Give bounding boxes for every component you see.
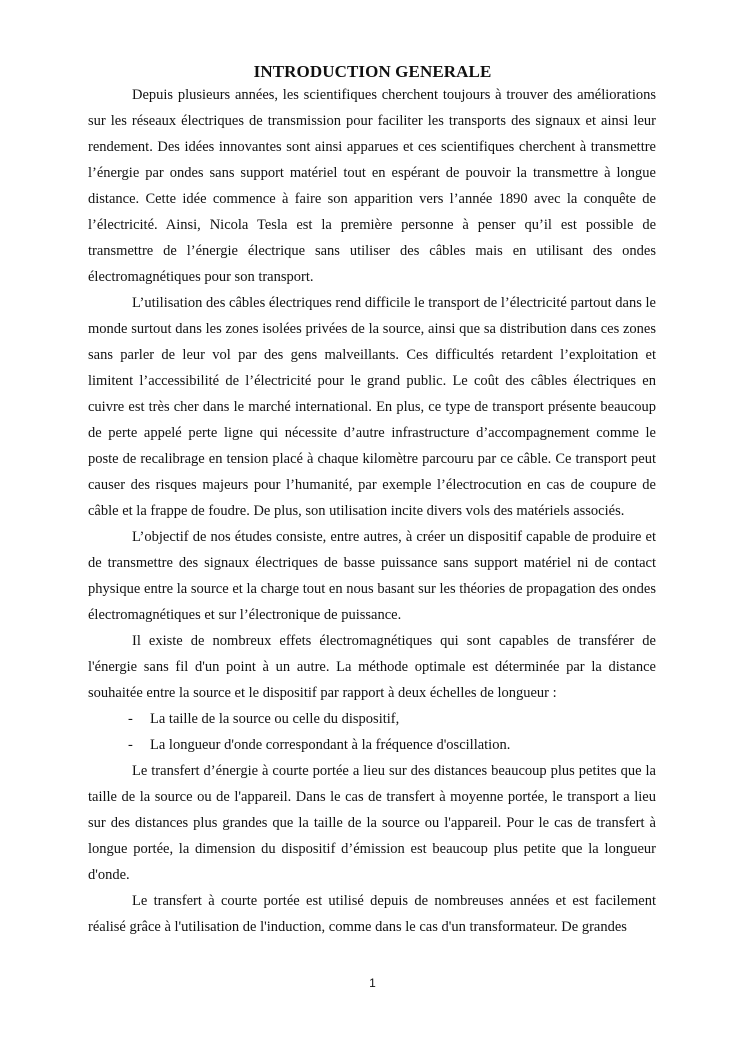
list-item — [88, 706, 656, 732]
bullet-list — [88, 706, 656, 758]
list-item-text: La taille de la source ou celle du dispositif, — [150, 711, 400, 727]
list-marker: - — [128, 711, 133, 727]
paragraph-1: Depuis plusieurs années, les scientifiques cherchent toujours à trouver des améliorations sur les réseaux électriques de transmission pour faciliter les transports des signaux et ainsi leur rendement. Des idées innovantes sont ainsi apparues et ces scientifiques cherchent à transmettre l’énergie par ondes sans support matériel tout en espérant de pouvoir la transmettre à longue distance. Cette idée commence à faire son apparition vers l’année 1890 avec la conquête de l’électricité. Ainsi, Nicola Tesla est la première personne à penser qu’il est possible de transmettre de l’énergie électrique sans utiliser des câbles mais en utilisant des ondes électromagnétiques pour son transport. — [88, 87, 656, 285]
paragraph-6: Le transfert à courte portée est utilisé depuis de nombreuses années et est facilement réalisé grâce à l'utilisation de l'induction, comme dans le cas d'un transformateur. De grandes — [88, 893, 656, 935]
list-item-text: La longueur d'onde correspondant à la fréquence d'oscillation. — [150, 737, 511, 753]
list-item — [88, 732, 656, 758]
page-title: INTRODUCTION GENERALE — [253, 62, 492, 81]
list-marker: - — [128, 737, 133, 753]
paragraph-2: L’utilisation des câbles électriques rend difficile le transport de l’électricité partout dans le monde surtout dans les zones isolées privées de la source, ainsi que sa distribution dans ces zones sans parler de leur vol par des gens malveillants. Ces difficultés retardent l’exploitation et limitent l’accessibilité de l’électricité pour le grand public. Le coût des câbles électriques en cuivre est très cher dans le marché international. En plus, ce type de transport présente beaucoup de perte appelé perte ligne qui nécessite d’autre infrastructure d’accompagnement comme le poste de recalibrage en tension placé à chaque kilomètre parcouru par ce câble. Ce transport peut causer des risques majeurs pour l’humanité, par exemple l’électrocution en cas de coupure de câble et la frappe de foudre. De plus, son utilisation incite divers vols des matériels associés. — [88, 295, 656, 519]
paragraph-3: L’objectif de nos études consiste, entre autres, à créer un dispositif capable de produire et de transmettre des signaux électriques de basse puissance sans support matériel ni de contact physique entre la source et la charge tout en nous basant sur les théories de propagation des ondes électromagnétiques et sur l’électronique de puissance. — [88, 529, 656, 623]
paragraph-5: Le transfert d’énergie à courte portée a lieu sur des distances beaucoup plus petites que la taille de la source ou de l'appareil. Dans le cas de transfert à moyenne portée, le transport a lieu sur des distances plus grandes que la taille de la source ou l'appareil. Pour le cas de transfert à longue portée, la dimension du dispositif d’émission est beaucoup plus petite que la longueur d'onde. — [88, 763, 656, 883]
document-body — [88, 82, 656, 940]
page-number: 1 — [369, 976, 376, 990]
paragraph-4: Il existe de nombreux effets électromagnétiques qui sont capables de transférer de l'énergie sans fil d'un point à un autre. La méthode optimale est déterminée par la distance souhaitée entre la source et le dispositif par rapport à deux échelles de longueur : — [88, 633, 656, 701]
